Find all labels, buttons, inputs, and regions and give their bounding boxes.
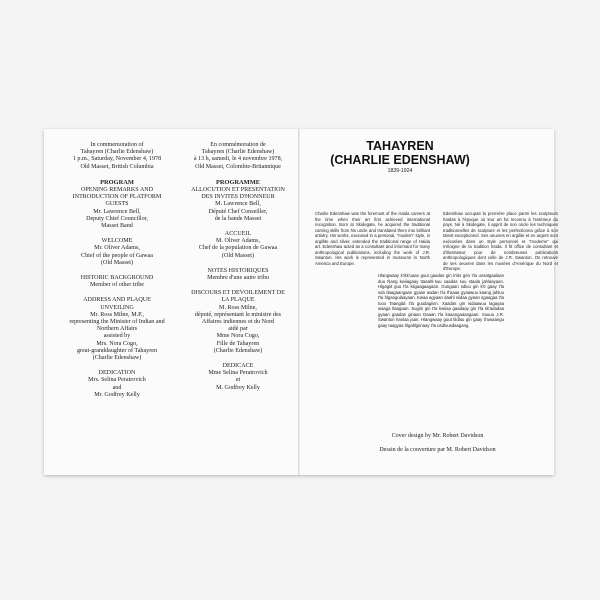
section-body: Affaires indiennes et du Nord [201,319,275,326]
french-biography: Edenshaw occupait la première place parmi les sculpteurs haïdas à l'époque où leur art fut reconnu à l'extérieur du pays. Né à Skidegate, il apprit de son oncle les techniques traditionnelles de sculpture et les perfectionna grâce à son talent exceptionnel. Ses oeuvres en argilite et en argent sont exécutées dans un style personnel et "moderne" qui s'éloigne de la tradition haïda. Il fit office de consultant et d'illustrateur pour de nombreuses publications anthropologiques dont celle de J.R. Swanton. On retrouve de ses oeuvres dans les musées d'Amérique du Nord et d'Europe. [443,211,558,271]
english-program-title: PROGRAM [100,178,134,186]
section-heading: DES INVITES D'HONNEUR [201,194,275,201]
section-body: Chief of the people of Gawaa [81,252,153,259]
section-body: M. Lawrence Bell, [215,201,261,208]
section-body: and [112,384,122,391]
section-heading: INTRODUCTION OF PLATFORM [72,194,162,201]
cover-credit-english: Cover design by Mr. Robert Davidson [391,433,484,439]
french-section [176,290,300,355]
section-body: Mme Nora Cogo, [216,333,260,340]
section-heading: HISTORIC BACKGROUND [80,275,154,282]
section-body: assisted by [103,333,131,340]
section-body: député, représentant le ministre des [194,311,282,318]
section-body: M. Godfrey Kelly [216,384,260,391]
section-body: Membre d'une autre tribu [207,275,269,282]
french-section [176,187,300,223]
section-heading: LA PLAQUE [221,297,255,304]
haida-biography: Hlangwaay k'iitk'uaan guut gaadas gin k'iits gén t'la unsatgaalaan duu Ñang kwiiagaay ttaaahl-suu xaadas suu staala jahlaayaan. Hlgagiit guu t'la kiigaagaagaan. Gungaan sdluu gin k'it gaay t'la sda tlaagaangaan gyaan aadan t'la tl'aaaa gyaawuu kaang jahluu t'la hlgangulaayaan. Kwaa agyaan daahl siidaa gyaan sgaagaa t'la tooo Taangáá t'la guudagiinn. Xaadas gin isdaawuu lagayaa waaga tlaagaan. Sugiin gin t'la kwiiaa gaadaay gin t'la sk'adadaa gyaan gaadas ginaan Daaan t'la kaaangaaangaan. Suuuu J.R. Swanton hanlaa jaan. Hlangwaay guut tlidluu gin gaay tl'uwaangu gaay taagyaa hlgahlgiinaay t'la usdluusdaagang. [378,273,504,328]
title-line: TAHAYREN [366,139,434,153]
section-body: Deputy Chief Councillor, [86,215,148,222]
section-heading: UNVEILING [100,304,134,311]
section-body: aidé par [228,326,248,333]
section-body: de la bande Masset [214,215,262,222]
section-body: Masset Band [101,223,133,230]
section-heading: DEDICATION [98,370,136,377]
commemoration-line: 1 p.m., Saturday, November 4, 1978 [72,156,162,163]
section-body: Député Chef Conseiller, [208,208,268,215]
section-heading: ACCUEIL [224,231,252,238]
section-body: Mme Selina Peratrovich [208,370,268,377]
section-body: M. Oliver Adams, [215,238,260,245]
section-body: Mrs. Nora Cogo, [96,340,138,347]
commemoration-line: In commemoration of [90,142,144,148]
section-heading: ADDRESS AND PLAQUE [83,297,151,304]
english-program-column [57,142,177,407]
commemoration-line: à 13 h, samedi, le 4 novembre 1978, [193,156,283,163]
life-dates: 1839-1924 [387,168,413,174]
section-body: Northern Affairs [96,326,138,333]
section-body: (Old Masset) [101,259,133,266]
french-program-column [176,142,300,400]
section-body: Mr. Lawrence Bell, [93,208,141,215]
section-body: Mrs. Selina Peratrovich [88,377,146,384]
section-body: (Charlie Edenshaw) [213,347,263,354]
section-body: Mr. Godfrey Kelly [94,391,140,398]
section-body: M. Ross Milne, [219,304,257,311]
french-commemoration [176,142,300,171]
section-body: Member of other tribe [90,282,144,289]
english-section [57,297,177,362]
english-section [57,275,177,289]
section-body: Mr. Oliver Adams, [94,245,140,252]
english-biography: Charlie Edenshaw was the foremost of the Haida carvers at the time when their art first achieved international recognition. Born at Skidegate, he acquired the traditional carving skills from his uncle and translated them into brilliant artistry. His works, executed in a personal, "modern" style, in argillite and silver, extended the traditional range of Haida art. Edenshaw acted as a consultant and informant for many anthropological publications, including the work of J.R. Swanton. His work is represented in museums in North America and Europe. [315,211,430,266]
section-body: representing the Minister of Indian and [69,319,165,326]
section-heading: GUESTS [105,201,129,208]
commemoration-line: Tahayren (Charlie Edenshaw) [201,149,275,156]
section-heading: DEDICACE [222,363,254,370]
section-body: Chef de la population de Gawaa [198,245,278,252]
section-heading: ALLOCUTION ET PRESENTATION [191,187,285,194]
french-section [176,231,300,260]
commemoration-line: Old Masset, Colombie-Britannique [195,163,281,170]
section-body: et [235,377,241,384]
english-section [57,370,177,399]
section-heading: DISCOURS ET DEVOILEMENT DE [191,290,285,297]
section-heading: WELCOME [101,238,133,245]
commemoration-line: En commémoration de [210,142,266,148]
section-body: (Charlie Edenshaw) [92,355,142,362]
title-line: (CHARLIE EDENSHAW) [330,153,470,167]
commemoration-line: Old Masset, British Columbia [80,163,154,170]
section-body: Fille de Tahayren [216,340,260,347]
section-body: Mr. Ross Milne, M.P., [90,311,144,318]
page-title [300,139,500,167]
commemoration-line: Tahayren (Charlie Edenshaw) [80,149,154,156]
english-section [57,187,177,230]
section-body: great-granddaughter of Tahayren [77,347,157,354]
english-commemoration [57,142,177,171]
section-body: (Old Masset) [222,252,254,259]
french-section [176,363,300,392]
section-heading: OPENING REMARKS AND [80,187,154,194]
section-heading: NOTES HISTORIQUES [207,267,269,274]
french-program-title: PROGRAMME [215,178,261,186]
french-section [176,268,300,282]
english-section [57,238,177,267]
cover-credit-french: Dessin de la couverture par M. Robert Davidson [379,447,496,453]
